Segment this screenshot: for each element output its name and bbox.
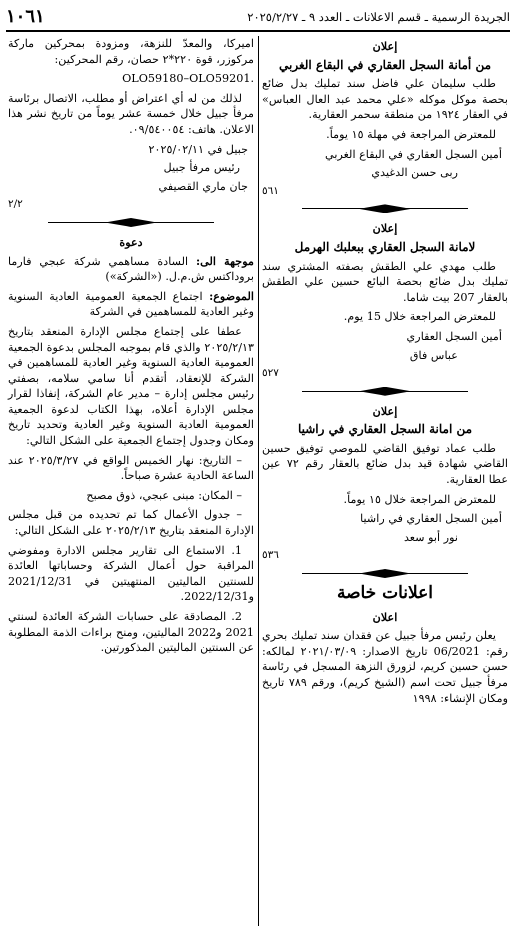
- header-title: الجريدة الرسمية ـ قسم الاعلانات ـ العدد ٩ ـ ٢٠٢٥/٢/٢٧: [247, 10, 510, 24]
- notice-body: طلب عماد توفيق القاضي للموصي توفيق حسين القاضي شهادة قيد بدل ضائع بالعقار رقم ٧٢ عين عطا العقارية.: [262, 441, 508, 487]
- agenda-item-2: 2. المصادقة على حسابات الشركة العائدة لسنتي 2021 و2022 الماليتين، ومنح براءات الذمة المطلوبة عن السنتين الماليتين المذكورتين.: [8, 610, 254, 655]
- signature-name: ربى حسن الدغيدي: [371, 166, 458, 180]
- section-divider: [262, 568, 508, 580]
- signature-title: رئيس مرفأ جبيل: [163, 161, 240, 175]
- notice-heading: دعوة: [119, 234, 143, 249]
- notice-body: طلب مهدي علي الطقش بصفته المشتري سند تمليك بدل ضائع بحصة البائع حسين علي الطقش بالعقار 207 بيت شاما.: [262, 259, 508, 304]
- section-divider: [262, 386, 508, 398]
- notice-title: لامانة السجل العقاري ببعلبك الهرمل: [294, 239, 476, 254]
- left-column: [8, 36, 254, 660]
- notice-heading: إعلان: [372, 221, 398, 236]
- page-header: [6, 6, 510, 30]
- right-column: [262, 36, 508, 710]
- meeting-agenda: – جدول الأعمال كما تم تحديده من قبل مجلس الإدارة المنعقد بتاريخ ٢٠٢٥/٢/١٣ على الشكل التالي:: [8, 508, 254, 538]
- notice-heading: اعلان: [372, 609, 398, 624]
- notice-jbeil-port: [262, 610, 508, 707]
- notice-body-2: لذلك من له أي اعتراض أو مطلب، الاتصال برئاسة مرفأ جبيل خلال خمسة عشر يوماً من تاريخ نشر هذا الاعلان. هاتف: ٠٩/٥٤٠٠٥٤.: [8, 91, 254, 136]
- section-title: اعلانات خاصة: [336, 583, 434, 604]
- page-number: ١٠٦١: [6, 6, 45, 27]
- notice-heading: إعلان: [372, 403, 398, 418]
- notice-body: طلب سليمان علي فاضل سند تمليك بدل ضائع بحصة موكل موكله «علي محمد عبد العال العباس» في العقار ١٩٢٤ من منطقة سحمر العقارية.: [262, 77, 508, 122]
- section-divider: [262, 203, 508, 215]
- notice-heading: إعلان: [372, 39, 398, 53]
- notice-bekaa: [262, 39, 508, 199]
- notice-baalbek: [262, 221, 508, 381]
- notice-jbeil-port-continued: [8, 36, 254, 213]
- notice-title: من أمانة السجل العقاري في البقاع الغربي: [278, 57, 492, 72]
- notice-rashaya: [262, 404, 508, 564]
- notice-ref: ٥٦١: [262, 184, 279, 197]
- subject: اجتماع الجمعية العمومية العادية السنوية وغير العادية للمساهمين في الشركة: [8, 289, 254, 319]
- column-divider: [258, 36, 259, 926]
- signature-title: أمين السجل العقاري في البقاع الغربي: [325, 147, 502, 161]
- agenda-item-1: 1. الاستماع الى تقارير مجلس الادارة ومفوضي المراقبة حول أعمال الشركة وحساباتها العائدة للسنتين الماليتين المنتهيتين في 2021/12/31 و2022/12/31.: [8, 543, 254, 604]
- addressee-label: موجهة الى:: [196, 253, 254, 268]
- notice-body: اميركا، والمعدّ للنزهة، ومزودة بمحركين ماركة مركوزر، قوة ٢٢٠*٢ حصان، رقم المحركين:: [8, 37, 254, 66]
- engine-numbers: OLO59180–OLO59201.: [122, 72, 254, 86]
- place-date: جبيل في ٢٠٢٥/٠٢/١١: [148, 142, 248, 156]
- signature-name: جان ماري القصيفي: [158, 179, 248, 193]
- header-rule: [6, 30, 510, 32]
- notice-ref: ٥٣٦: [262, 549, 279, 562]
- section-divider: [8, 217, 254, 229]
- signature-title: أمين السجل العقاري في راشيا: [360, 512, 502, 526]
- notice-ref: ٢/٢: [8, 198, 23, 211]
- meeting-date: – التاريخ: نهار الخميس الواقع في ٢٠٢٥/٣/٢٧ عند الساعة الحادية عشرة صباحاً.: [8, 453, 254, 483]
- signature-name: عباس فاق: [409, 348, 458, 362]
- meeting-place: – المكان: مبنى عبجي، ذوق مصبح: [86, 488, 242, 502]
- notice-body: يعلن رئيس مرفأ جبيل عن فقدان سند تمليك بحري رقم: 06/2021 تاريخ الاصدار: ٢٠٢١/٠٣/٠٩ لمالكه: حسن حسين كريم، لزورق النزهة المسجل في رئاسة مرفأ جبيل تحت اسم (الشيخ كريم)، ورقم ٧٨٩ تاريخ ومكان الإنشاء: ١٩٩٨: [262, 629, 509, 705]
- notice-objection: للمعترض المراجعة في مهلة ١٥ يوماً.: [326, 127, 496, 141]
- notice-objection: للمعترض المراجعة خلال ١٥ يوماً.: [343, 492, 496, 506]
- notice-title: من امانة السجل العقاري في راشيا: [297, 422, 473, 437]
- subject-label: الموضوع:: [209, 288, 254, 303]
- signature-title: أمين السجل العقاري: [406, 329, 502, 343]
- notice-invitation: [8, 235, 254, 656]
- notice-objection: للمعترض المراجعة خلال 15 يوم.: [343, 310, 496, 324]
- addressee: السادة مساهمي شركة عبجي فارما بروداكتس ش.م.ل. («الشركة»): [8, 254, 254, 284]
- invitation-body: عطفا على إجتماع مجلس الإدارة المنعقد بتاريخ ٢٠٢٥/٢/١٣ والذي قام بموجبه المجلس بدعوة الجمعية العمومية العادية السنوية وغير العادية للمساهمين في الشركة للإنعقاد، أتقدم أنا سامي سلامه، بصفتي رئيس مجلس إدارة – مدير عام الشركة، إنفاذا لقرار مجلس الإدارة أعلاه، بهذا الكتاب لدعوة الجمعية العمومية العادية السنوية وغير العادية وتحديد تاريخ ومكان وجدول إجتماع الجمعية على الشكل التالي:: [8, 324, 254, 448]
- notice-ref: ٥٢٧: [262, 367, 279, 380]
- signature-name: نور أبو سعد: [403, 530, 458, 544]
